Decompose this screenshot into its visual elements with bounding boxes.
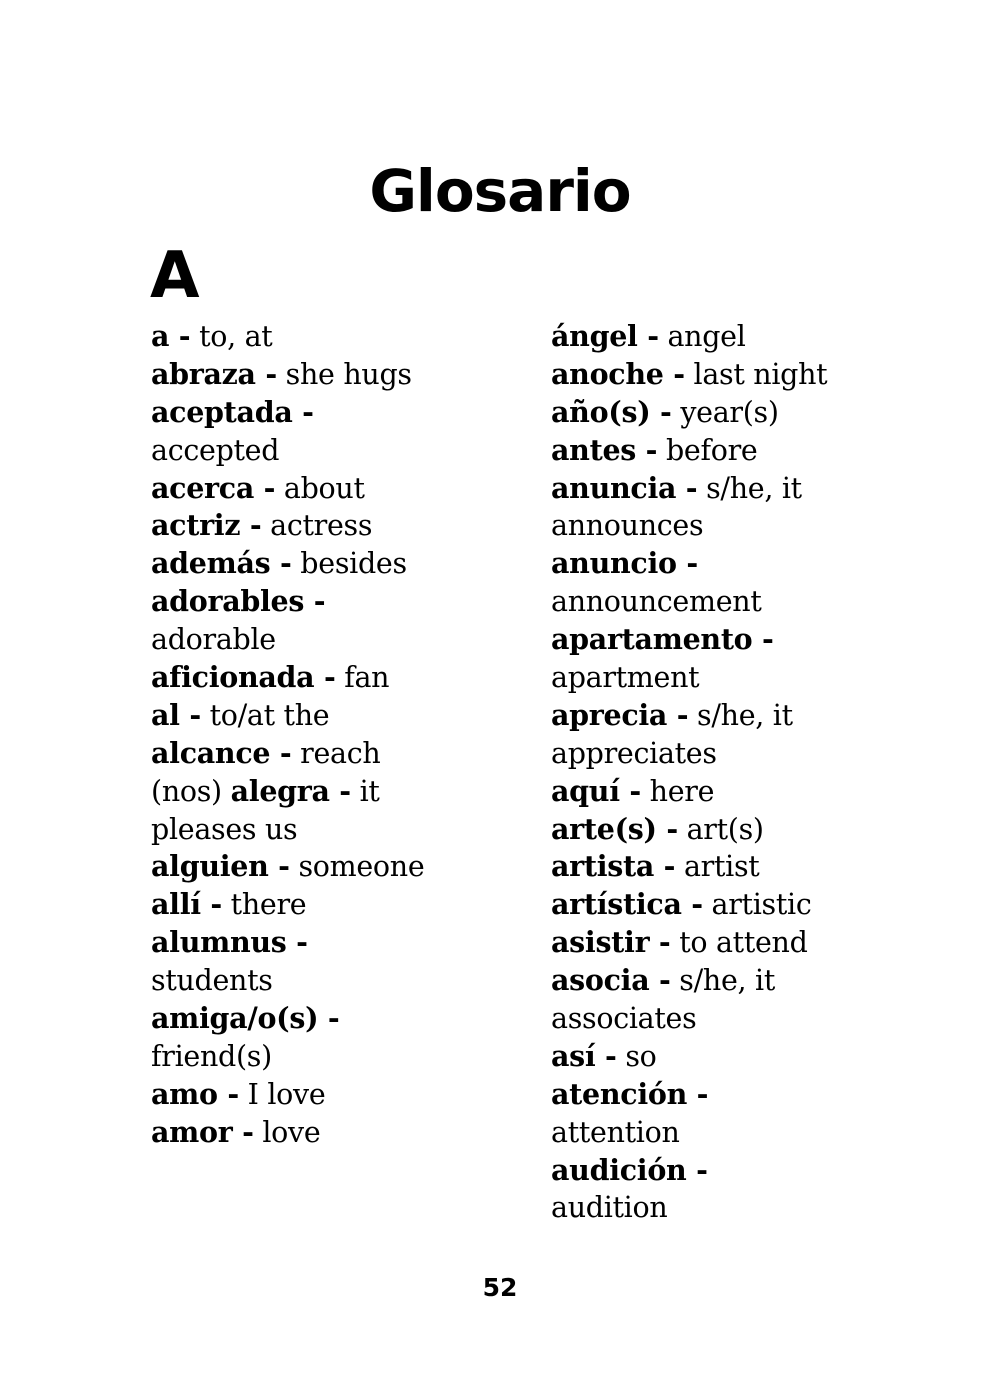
glossary-term: al - (151, 697, 201, 732)
glossary-definition: accepted (151, 433, 280, 467)
glossary-definition: friend(s) (151, 1039, 272, 1073)
glossary-line (151, 1114, 496, 1152)
glossary-line (551, 583, 861, 621)
glossary-definition: someone (289, 850, 425, 884)
glossary-definition: last night (684, 357, 828, 391)
glossary-term: abraza - (151, 356, 277, 391)
glossary-term: anoche - (551, 356, 685, 391)
glossary-line (151, 1038, 496, 1076)
glossary-definition: s/he, it (670, 964, 776, 998)
glossary-definition: there (221, 888, 307, 922)
glossary-line (151, 507, 496, 545)
glossary-line (551, 318, 861, 356)
glossary-line (551, 962, 861, 1000)
glossary-line (151, 432, 496, 470)
glossary-line (551, 773, 861, 811)
glossary-line (151, 811, 496, 849)
glossary-term: acerca - (151, 470, 276, 505)
glossary-line (151, 470, 496, 508)
glossary-line (151, 621, 496, 659)
glossary-line (151, 773, 496, 811)
glossary-line (151, 1076, 496, 1114)
glossary-term: adorables - (151, 584, 326, 619)
glossary-definition: s/he, it (688, 698, 793, 732)
glossary-definition: audition (551, 1191, 668, 1225)
glossary-definition: she hugs (276, 357, 412, 391)
glossary-line (551, 1114, 861, 1152)
glossary-definition: year(s) (671, 395, 779, 429)
glossary-term: amo - (151, 1076, 239, 1111)
glossary-term: asocia - (551, 963, 671, 998)
glossary-term: aprecia - (551, 697, 689, 732)
glossary-definition: apartment (551, 661, 700, 695)
glossary-line (551, 659, 861, 697)
glossary-term: aficionada - (151, 660, 336, 695)
page-number: 52 (482, 1273, 518, 1302)
glossary-term: año(s) - (551, 394, 672, 429)
glossary-right-column (551, 318, 861, 1227)
glossary-definition: about (275, 471, 365, 505)
glossary-line (551, 811, 861, 849)
glossary-line (151, 848, 496, 886)
glossary-term: artística - (551, 887, 703, 922)
glossary-term: ángel - (551, 319, 659, 353)
glossary-definition: here (640, 774, 715, 808)
glossary-definition: besides (291, 547, 407, 581)
glossary-definition: art(s) (677, 812, 764, 846)
glossary-definition: adorable (151, 623, 276, 657)
glossary-line (151, 318, 496, 356)
glossary-line (551, 621, 861, 659)
glossary-term: alguien - (151, 849, 290, 884)
glossary-definition: students (151, 964, 273, 998)
glossary-term: anuncio - (551, 546, 698, 581)
glossary-definition: before (657, 433, 758, 467)
glossary-term: así - (551, 1038, 617, 1073)
glossary-definition: to, at (190, 320, 273, 353)
glossary-term: aceptada - (151, 394, 314, 429)
glossary-line (151, 735, 496, 773)
glossary-definition: love (253, 1115, 321, 1149)
glossary-line (551, 1152, 861, 1190)
glossary-line (551, 545, 861, 583)
glossary-definition: to/at the (200, 698, 330, 732)
glossary-term: alumnus - (151, 925, 308, 960)
glossary-term: arte(s) - (551, 811, 678, 846)
glossary-term: además - (151, 546, 292, 581)
glossary-line (551, 848, 861, 886)
glossary-term: aquí - (551, 773, 641, 808)
glossary-line (551, 924, 861, 962)
glossary-line (151, 697, 496, 735)
glossary-term: actriz - (151, 508, 262, 543)
glossary-term: asistir - (551, 925, 671, 960)
glossary-line (151, 545, 496, 583)
glossary-line (551, 1076, 861, 1114)
glossary-line (551, 1000, 861, 1038)
glossary-definition: appreciates (551, 736, 717, 770)
glossary-line (151, 962, 496, 1000)
glossary-definition: s/he, it (697, 471, 802, 505)
glossary-definition: attention (551, 1115, 680, 1149)
glossary-term: anuncia - (551, 470, 698, 505)
glossary-definition: announcement (551, 585, 762, 619)
glossary-term: artista - (551, 849, 676, 884)
glossary-definition: angel (658, 320, 746, 353)
glossary-definition: announces (551, 509, 704, 543)
glossary-definition: I love (238, 1077, 326, 1111)
section-letter-heading: A (150, 239, 200, 313)
glossary-line (551, 1038, 861, 1076)
glossary-line (551, 735, 861, 773)
glossary-definition: it (350, 774, 380, 808)
glossary-line (151, 583, 496, 621)
glossary-definition: associates (551, 1002, 697, 1036)
glossary-line (551, 886, 861, 924)
glossary-line (551, 470, 861, 508)
glossary-line (551, 697, 861, 735)
glossary-definition: pleases us (151, 812, 298, 846)
glossary-term: amor - (151, 1114, 254, 1149)
glossary-term: apartamento - (551, 622, 774, 657)
glossary-definition: fan (335, 661, 390, 695)
glossary-term: a - (151, 319, 191, 353)
glossary-term: audición - (551, 1152, 708, 1187)
glossary-term: atención - (551, 1076, 709, 1111)
glossary-term: alcance - (151, 735, 292, 770)
glossary-definition: actress (261, 509, 373, 543)
glossary-line (551, 507, 861, 545)
glossary-line (551, 1189, 861, 1227)
glossary-term: amiga/o(s) - (151, 1001, 340, 1036)
glossary-definition: reach (291, 736, 381, 770)
glossary-line (151, 886, 496, 924)
glossary-definition: so (616, 1039, 657, 1073)
glossary-definition: artistic (702, 888, 812, 922)
glossary-line (151, 356, 496, 394)
glossary-definition: to attend (670, 926, 808, 960)
glossary-prefix: (nos) (151, 774, 231, 808)
glossary-term: allí - (151, 887, 222, 922)
page-title: Glosario (369, 157, 631, 225)
glossary-line (151, 394, 496, 432)
glossary-line (151, 924, 496, 962)
glossary-line (551, 432, 861, 470)
glossary-line (551, 394, 861, 432)
glossary-line (151, 1000, 496, 1038)
glossary-line (551, 356, 861, 394)
glossary-definition: artist (675, 850, 760, 884)
glossary-term: antes - (551, 432, 658, 467)
glossary-term: alegra - (230, 773, 351, 808)
glossary-left-column (151, 318, 496, 1152)
glossary-line (151, 659, 496, 697)
